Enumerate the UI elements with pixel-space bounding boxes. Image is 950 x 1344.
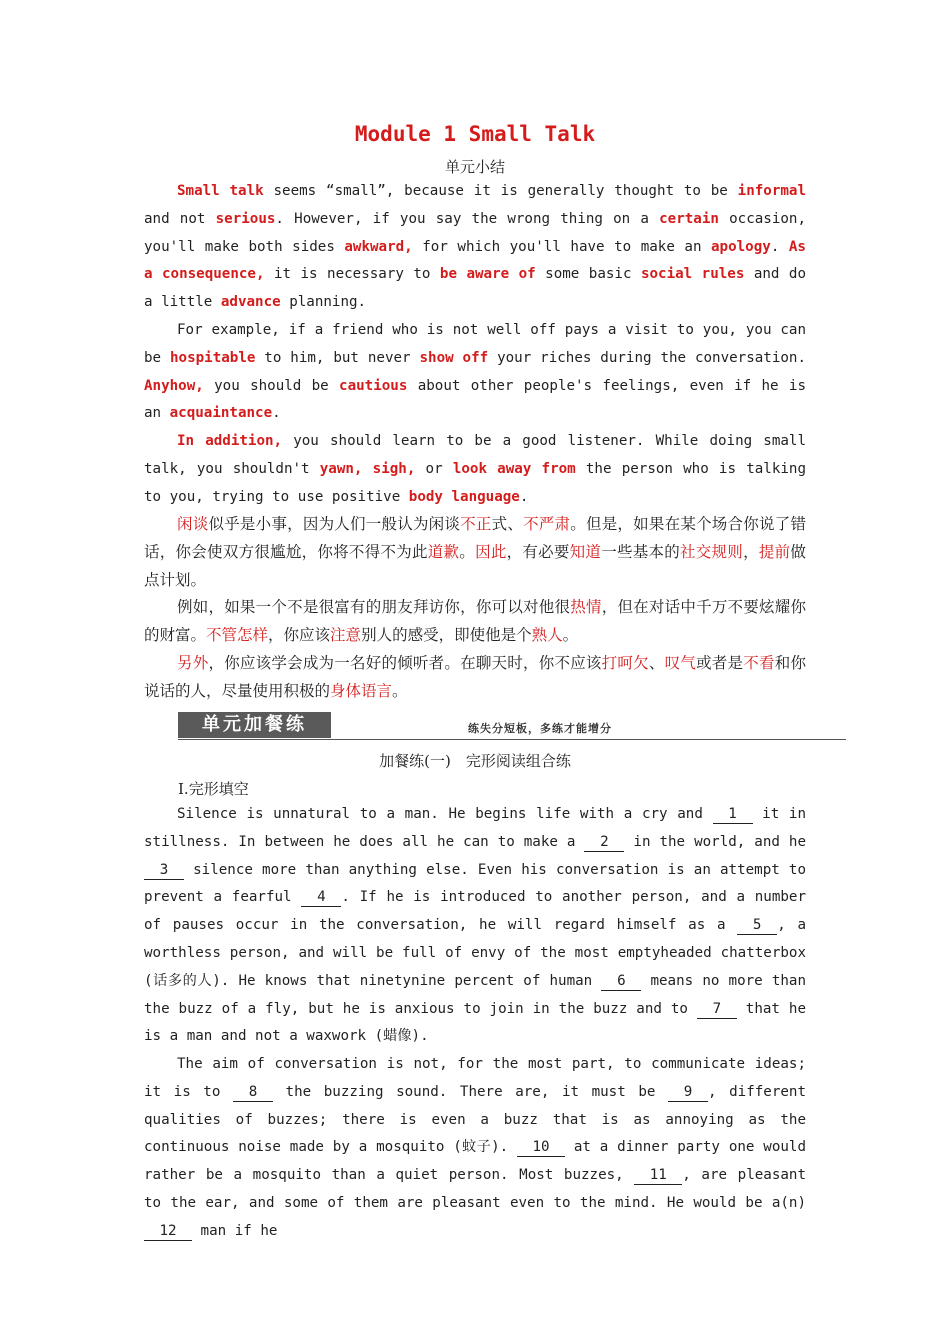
- plain-text: the person who is talking to you, trying to use positive: [144, 460, 806, 505]
- plain-text: some basic: [535, 266, 641, 283]
- plain-text: 例如，如果一个不是很富有的朋友拜访你，你可以对他很: [177, 598, 571, 616]
- key-phrase: 社交规则: [680, 542, 744, 561]
- key-phrase: 注意: [330, 625, 362, 644]
- cloze-blank-1: 1: [713, 805, 753, 824]
- section-subtitle: 单元小结: [444, 158, 505, 176]
- key-phrase: 不严肃: [523, 515, 571, 533]
- key-phrase: Anyhow,: [144, 377, 204, 394]
- cloze-text: The aim of conversation is not, for the most part, to communicate ideas; it is to: [144, 1056, 806, 1100]
- key-phrase: yawn, sigh,: [319, 460, 416, 477]
- cloze-blank-9: 9: [668, 1083, 708, 1102]
- plain-text: about other people's feelings, even if he is an: [144, 377, 807, 422]
- plain-text: 。: [392, 681, 408, 700]
- key-phrase: 身体语言: [330, 681, 393, 700]
- key-phrase: 叹气: [664, 654, 697, 672]
- plain-text: 式、: [491, 515, 524, 533]
- key-phrase: 闲谈: [177, 515, 209, 533]
- key-phrase: awkward,: [344, 238, 413, 255]
- key-phrase: show off: [419, 349, 489, 366]
- key-phrase: 热情: [570, 598, 602, 616]
- cloze-text: at a dinner party one would rather be a mosquito than a quiet person. Most buzzes,: [144, 1139, 806, 1184]
- key-phrase: acquaintance: [169, 405, 273, 422]
- plain-text: 、: [648, 654, 665, 672]
- cloze-text: in the world, and he: [624, 833, 806, 850]
- cloze-text: that he is a man and not a waxwork (蜡像).: [144, 1000, 806, 1045]
- cloze-blank-11: 11: [634, 1166, 682, 1185]
- plain-text: ，你应该学会成为一名好的倾听者。在聊天时，你不应该: [208, 654, 602, 672]
- page-title: Module 1 Small Talk: [354, 122, 596, 146]
- cloze-text: , different qualities of buzzes; there is even a buzz that is as annoying as the continuous noise made by a mosquito (蚊子).: [144, 1083, 806, 1156]
- key-phrase: As a consequence,: [144, 238, 806, 283]
- banner-label: 单元加餐练: [178, 712, 331, 738]
- key-phrase: 打呵欠: [601, 654, 649, 672]
- cloze-blank-5: 5: [737, 916, 777, 935]
- plain-text: or: [415, 460, 453, 477]
- plain-text: 。但是，如果在某个场合你说了错话，你会使双方很尴尬，你将不得不为此: [144, 515, 806, 561]
- plain-text: 别人的感受，即使他是个: [361, 625, 532, 644]
- plain-text: and not: [144, 210, 216, 227]
- key-phrase: serious: [215, 210, 276, 227]
- banner-slogan: 练失分短板，多练才能增分: [468, 722, 612, 735]
- exercise-title: 加餐练(一) 完形阅读组合练: [379, 752, 571, 770]
- cloze-paragraph-1: [144, 801, 806, 1051]
- cloze-blank-10: 10: [517, 1138, 565, 1157]
- plain-text: For example, if a friend who is not well off pays a visit to you, you can be: [144, 322, 806, 366]
- plain-text: your riches during the conversation.: [488, 349, 807, 366]
- key-phrase: hospitable: [169, 349, 256, 366]
- plain-text: 一些基本的: [601, 542, 681, 561]
- plain-text: ，: [743, 542, 759, 561]
- cloze-blank-4: 4: [301, 888, 341, 907]
- key-phrase: In addition,: [177, 433, 283, 449]
- banner-divider: [178, 739, 846, 740]
- key-phrase: 知道: [569, 542, 602, 561]
- cloze-text: the buzzing sound. There are, it must be: [272, 1083, 668, 1100]
- cloze-text: . If he is introduced to another person, and a number of pauses occur in the conversation, he will regard himself as a: [144, 889, 806, 934]
- plain-text: you should be: [203, 377, 340, 394]
- plain-text: 做点计划。: [144, 542, 806, 589]
- key-phrase: 因此: [475, 542, 507, 561]
- summary-cn-paragraph-2: [144, 594, 806, 650]
- key-phrase: apology: [711, 238, 771, 255]
- key-phrase: cautious: [339, 377, 408, 394]
- key-phrase: 不管怎样: [206, 625, 269, 644]
- plain-text: you should learn to be a good listener. While doing small talk, you shouldn't: [144, 433, 806, 477]
- plain-text: .: [272, 405, 281, 422]
- key-phrase: 不正: [460, 515, 492, 533]
- plain-text: .: [770, 238, 789, 255]
- key-phrase: 提前: [758, 542, 791, 561]
- unit-exercise-banner: [178, 712, 846, 740]
- cloze-text: man if he: [192, 1222, 278, 1239]
- key-phrase: 道歉: [427, 542, 460, 561]
- plain-text: and do a little: [144, 266, 806, 311]
- cloze-blank-3: 3: [144, 861, 184, 880]
- key-phrase: informal: [737, 183, 806, 199]
- plain-text: for which you'll have to make an: [412, 238, 712, 255]
- plain-text: 。: [562, 625, 579, 644]
- summary-en-paragraph-2: [144, 317, 806, 428]
- key-phrase: look away from: [452, 460, 576, 477]
- cloze-blank-8: 8: [233, 1083, 273, 1102]
- plain-text: . However, if you say the wrong thing on a: [275, 210, 660, 227]
- plain-text: planning.: [280, 294, 367, 311]
- cloze-blank-7: 7: [697, 1000, 737, 1019]
- key-phrase: Small talk: [177, 183, 264, 199]
- plain-text: seems “small”, because it is generally thought to be: [263, 183, 738, 199]
- cloze-paragraph-2: [144, 1051, 806, 1246]
- summary-cn-paragraph-1: [144, 511, 806, 594]
- plain-text: occasion, you'll make both sides: [144, 210, 806, 255]
- summary-en-paragraph-3: [144, 428, 806, 511]
- plain-text: .: [519, 488, 529, 505]
- summary-en-paragraph-1: [144, 178, 806, 317]
- cloze-text: it in stillness. In between he does all he can to make a: [144, 806, 806, 850]
- cloze-text: silence more than anything else. Even his conversation is an attempt to prevent a fearful: [144, 861, 806, 906]
- plain-text: 和你说话的人，尽量使用积极的: [144, 654, 806, 700]
- cloze-text: means no more than the buzz of a fly, but he is anxious to join in the buzz and to: [144, 972, 806, 1017]
- key-phrase: social rules: [640, 266, 745, 283]
- plain-text: 似乎是小事，因为人们一般认为闲谈: [208, 515, 461, 533]
- plain-text: 。: [459, 542, 476, 561]
- part-label: Ⅰ.完形填空: [178, 780, 249, 798]
- key-phrase: 另外: [177, 654, 209, 672]
- summary-cn-paragraph-3: [144, 650, 806, 706]
- cloze-blank-12: 12: [144, 1222, 192, 1241]
- cloze-blank-6: 6: [601, 972, 641, 991]
- key-phrase: advance: [220, 294, 281, 311]
- key-phrase: body language: [408, 488, 520, 505]
- plain-text: ，你应该: [268, 625, 331, 644]
- cloze-text: , are pleasant to the ear, and some of them are pleasant even to the mind. He would be a(n): [144, 1167, 806, 1211]
- key-phrase: certain: [659, 210, 719, 227]
- plain-text: ，但在对话中千万不要炫耀你的财富。: [144, 598, 806, 644]
- cloze-blank-2: 2: [584, 833, 624, 852]
- key-phrase: be aware of: [439, 266, 536, 283]
- plain-text: ，有必要: [506, 542, 570, 561]
- key-phrase: 熟人: [531, 625, 563, 644]
- key-phrase: 不看: [743, 654, 775, 672]
- plain-text: it is necessary to: [264, 266, 440, 283]
- cloze-text: Silence is unnatural to a man. He begins life with a cry and: [177, 806, 713, 822]
- plain-text: to him, but never: [255, 349, 420, 366]
- cloze-text: , a worthless person, and will be full of envy of the most emptyheaded chatterbox (话多的人). He knows that ninetynine percent of human: [144, 917, 806, 989]
- plain-text: 或者是: [696, 654, 744, 672]
